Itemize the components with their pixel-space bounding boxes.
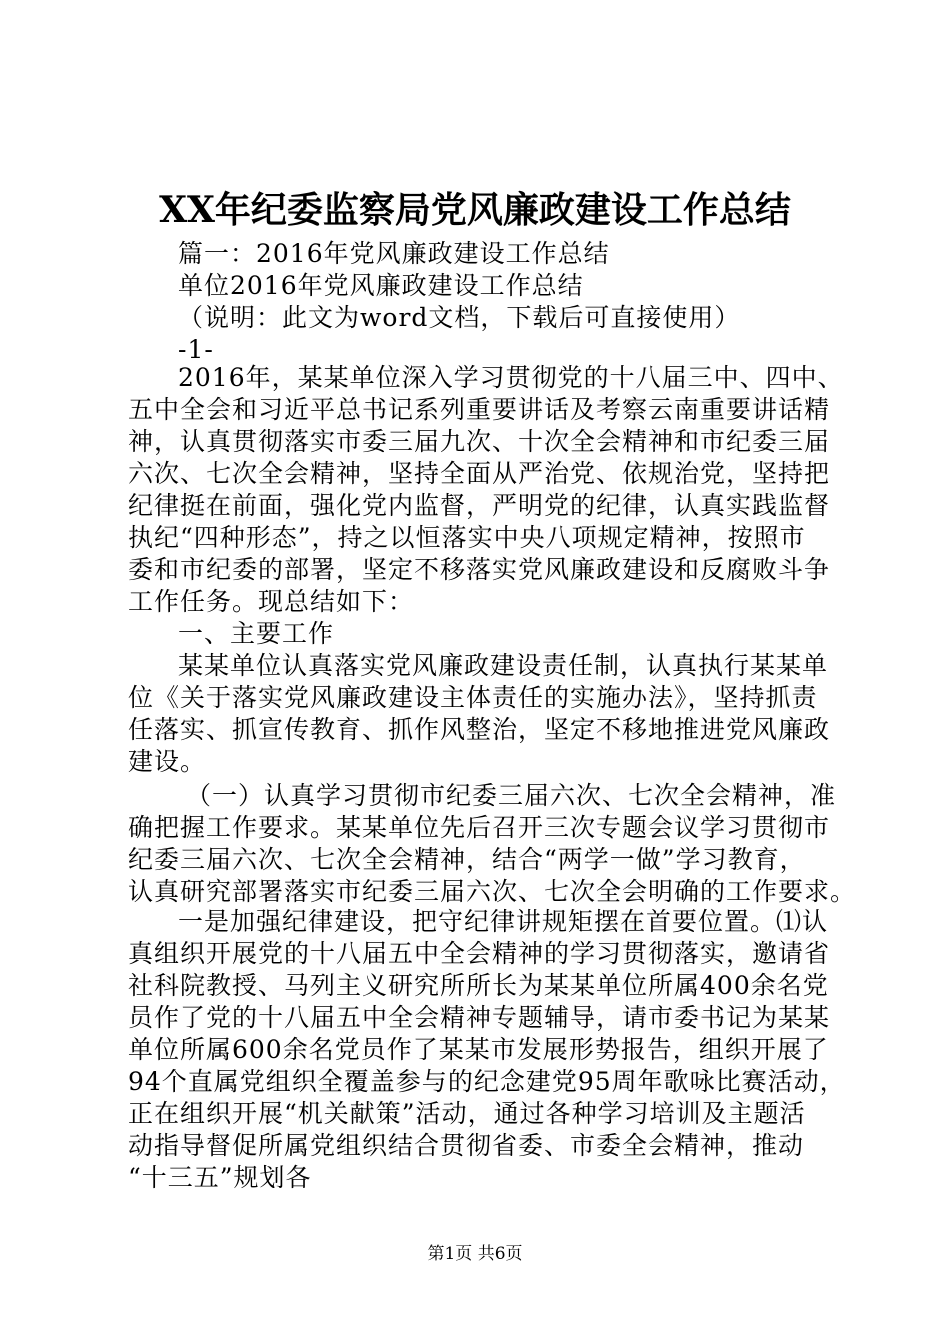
paragraph-line: 某某单位认真落实党风廉政建设责任制，认真执行某某单 — [178, 651, 829, 680]
paragraph-3 — [128, 780, 857, 908]
paragraph-line: 纪律挺在前面，强化党内监督，严明党的纪律，认真实践监督 — [128, 491, 831, 520]
paragraph-line: 神，认真贯彻落实市委三届九次、十次全会精神和市纪委三届 — [128, 427, 831, 456]
page-marker: -1- — [178, 335, 214, 364]
page-footer: 第1页 共6页 — [427, 1244, 523, 1264]
header-line: 单位2016年党风廉政建设工作总结 — [178, 271, 584, 300]
paragraph-line: （一）认真学习贯彻市纪委三届六次、七次全会精神，准 — [186, 781, 837, 810]
paragraph-4 — [128, 906, 852, 1194]
paragraph-line: 工作任务。现总结如下： — [128, 587, 415, 616]
section-heading-text: 一、主要工作 — [178, 619, 335, 648]
paragraph-line: 认真研究部署落实市纪委三届六次、七次全会明确的工作要求。 — [128, 877, 857, 906]
paragraph-line: 动指导督促所属党组织结合贯彻省委、市委全会精神，推动 — [128, 1131, 805, 1160]
paragraph-line: 五中全会和习近平总书记系列重要讲话及考察云南重要讲话精 — [128, 395, 831, 424]
paragraph-line: 真组织开展党的十八届五中全会精神的学习贯彻落实，邀请省 — [128, 939, 831, 968]
paragraph-line: 一是加强纪律建设，把守纪律讲规矩摆在首要位置。⑴认 — [178, 907, 829, 936]
paragraph-line: 位《关于落实党风廉政建设主体责任的实施办法》，坚持抓责 — [128, 683, 818, 712]
paragraph-line: 纪委三届六次、七次全会精神，结合“两学一做”学习教育， — [128, 845, 806, 874]
paragraph-line: 执纪“四种形态”，持之以恒落实中央八项规定精神，按照市 — [128, 523, 806, 552]
paragraph-line: 建设。 — [128, 747, 207, 776]
paragraph-line: 正在组织开展“机关献策”活动，通过各种学习培训及主题活 — [128, 1099, 806, 1128]
paragraph-line: 六次、七次全会精神，坚持全面从严治党、依规治党，坚持把 — [128, 459, 831, 488]
section-heading — [128, 618, 852, 650]
paragraph-line: 社科院教授、马列主义研究所所长为某某单位所属400余名党 — [128, 971, 829, 1000]
paragraph-line: 94个直属党组织全覆盖参与的纪念建党95周年歌咏比赛活动， — [128, 1067, 846, 1096]
header-block — [128, 238, 852, 366]
paragraph-line: 委和市纪委的部署，坚定不移落实党风廉政建设和反腐败斗争 — [128, 555, 831, 584]
paragraph-line: 2016年，某某单位深入学习贯彻党的十八届三中、四中、 — [178, 363, 844, 392]
paragraph-line: 任落实、抓宣传教育、抓作风整治，坚定不移地推进党风廉政 — [128, 715, 831, 744]
header-line: 篇一：2016年党风廉政建设工作总结 — [178, 239, 610, 268]
paragraph-line: “十三五”规划各 — [128, 1163, 312, 1192]
paragraph-line: 确把握工作要求。某某单位先后召开三次专题会议学习贯彻市 — [128, 813, 831, 842]
paragraph-line: 员作了党的十八届五中全会精神专题辅导，请市委书记为某某 — [128, 1003, 831, 1032]
header-line: （说明：此文为word文档，下载后可直接使用） — [178, 303, 741, 332]
document-title: XX年纪委监察局党风廉政建设工作总结 — [159, 189, 791, 231]
paragraph-line: 单位所属600余名党员作了某某市发展形势报告，组织开展了 — [128, 1035, 829, 1064]
paragraph-1 — [128, 362, 852, 618]
paragraph-2 — [128, 650, 852, 778]
